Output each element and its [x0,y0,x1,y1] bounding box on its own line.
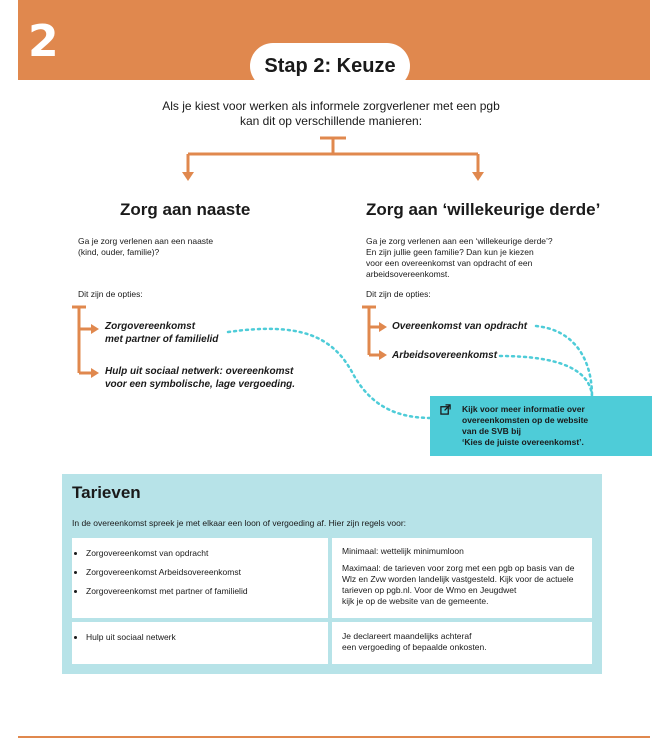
external-link-icon[interactable] [440,404,451,415]
branch-bracket [188,138,478,174]
right-title: Zorg aan ‘willekeurige derde’ [366,200,601,219]
tarief-decl-line-1: Je declareert maandelijks achteraf [342,631,472,641]
tarief-row1-list [72,548,328,597]
arrow-down-left [182,172,194,181]
right-desc-line-2: En zijn jullie geen familie? Dan kun je kiezen [366,247,534,257]
info-link-text[interactable] [462,404,632,448]
arrow-right-right-1 [379,322,387,332]
tarieven-title: Tarieven [72,483,141,502]
tarief-declareren [342,631,582,653]
arrow-down-right [472,172,484,181]
list-item: • Zorgovereenkomst van opdracht [86,548,328,559]
tarief-row2-left [72,622,328,664]
right-option-opdracht: Overeenkomst van opdracht [392,321,528,332]
tarief-row2-right [332,622,592,664]
tarief-maximaal [342,563,582,607]
tarieven-intro: In de overeenkomst spreek je met elkaar een loon of vergoeding af. Hier zijn regels voor: [72,518,407,528]
left-description [78,236,318,258]
right-option-arbeid: Arbeidsovereenkomst [392,350,498,361]
tarief-row2-list [72,632,328,643]
info-line-1: Kijk voor meer informatie over [462,404,585,414]
arrow-right-left-2 [91,368,99,378]
right-desc-line-1: Ga je zorg verlenen aan een ‘willekeurige derde’? [366,236,553,246]
tarief-row1-right [332,538,592,618]
left-title: Zorg aan naaste [120,200,251,219]
left-option1-line-2: met partner of familielid [105,334,219,345]
step-title: Stap 2: Keuze [250,43,410,89]
intro-line-2: kan dit op verschillende manieren: [239,114,423,128]
left-option2-line-1: Hulp uit sociaal netwerk: overeenkomst [105,366,294,377]
tarief-max-line-1: Maximaal: de tarieven voor zorg met een pgb op basis van de [342,563,575,573]
list-item: • Zorgovereenkomst met partner of familielid [86,586,328,597]
tarief-max-line-3: tarieven op pgb.nl. Voor de Wmo en Jeugdwet [342,585,517,595]
tarief-decl-line-2: een vergoeding of bepaalde onkosten. [342,642,487,652]
tarief-max-line-2: Wlz en Zvw worden landelijk vastgesteld. Kijk voor de actuele [342,574,574,584]
tarief-row1-left [72,538,328,618]
right-desc-line-4: arbeidsovereenkomst. [366,269,450,279]
left-option-hulp [105,365,295,391]
left-options-bracket [72,307,92,373]
info-line-3: van de SVB bij [462,426,522,436]
left-option-zorgovereenkomst [105,320,218,346]
list-item: • Hulp uit sociaal netwerk [86,632,328,643]
right-options-bracket [362,307,380,355]
bottom-divider [18,736,650,738]
right-description [366,236,606,280]
right-desc-line-3: voor een overeenkomst van opdracht of een [366,258,533,268]
left-desc-line-1: Ga je zorg verlenen aan een naaste [78,236,214,246]
intro-line-1: Als je kiest voor werken als informele zorgverlener met een pgb [162,99,500,113]
info-line-4: ‘Kies de juiste overeenkomst’. [462,437,584,447]
right-options-label: Dit zijn de opties: [366,289,431,299]
step-number: 2 [28,16,59,67]
tarief-max-line-4: kijk je op de website van de gemeente. [342,596,489,606]
arrow-right-left-1 [91,324,99,334]
left-option1-line-1: Zorgovereenkomst [105,321,196,332]
info-line-2: overeenkomsten op de website [462,415,589,425]
left-option2-line-2: voor een symbolische, lage vergoeding. [105,379,296,390]
tarief-minimaal: Minimaal: wettelijk minimumloon [342,546,464,556]
left-options-label: Dit zijn de opties: [78,289,143,299]
arrow-right-right-2 [379,350,387,360]
list-item: • Zorgovereenkomst Arbeidsovereenkomst [86,567,328,578]
left-desc-line-2: (kind, ouder, familie)? [78,247,160,257]
